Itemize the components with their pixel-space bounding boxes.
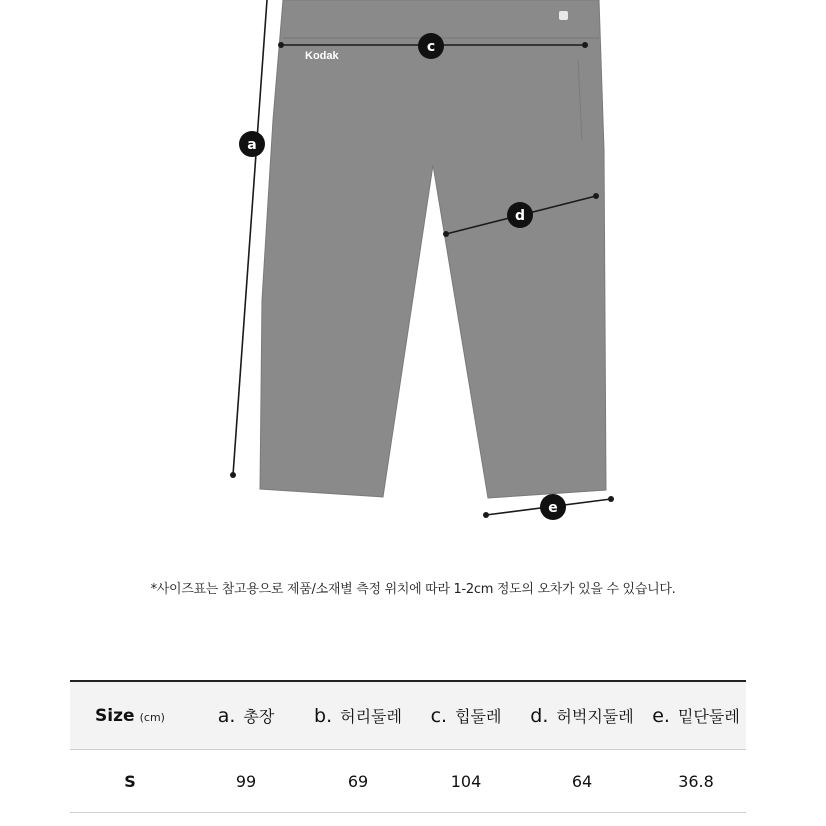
- header-letter: a.: [217, 705, 236, 727]
- label-e-text: e: [548, 500, 558, 516]
- header-letter: c.: [430, 705, 448, 727]
- cell-waist: 69: [302, 750, 414, 813]
- header-col-a: [190, 681, 302, 750]
- header-col-b: [302, 681, 414, 750]
- header-letter: e.: [652, 705, 670, 727]
- pants-silhouette: [260, 0, 606, 498]
- brand-logo: Kodak: [305, 50, 339, 62]
- measure-e: [483, 494, 614, 520]
- header-unit-label: (cm): [139, 710, 165, 724]
- header-name: 허리둘레: [340, 707, 402, 726]
- table-row: [70, 750, 746, 813]
- header-size-label: Size: [95, 705, 135, 726]
- cell-thigh: 64: [518, 750, 646, 813]
- header-col-e: [646, 681, 746, 750]
- header-name: 밑단둘레: [677, 707, 740, 726]
- header-name: 힙둘레: [455, 707, 502, 726]
- header-col-d: [518, 681, 646, 750]
- label-d-text: d: [514, 208, 526, 224]
- header-letter: d.: [530, 705, 549, 727]
- cell-hem: 36.8: [646, 750, 746, 813]
- cell-total-length: 99: [190, 750, 302, 813]
- size-chart-table: [70, 680, 746, 813]
- table-header-row: [70, 681, 746, 750]
- header-letter: b.: [314, 705, 333, 727]
- label-a-text: a: [247, 137, 257, 153]
- header-size: [70, 681, 190, 750]
- header-name: 총장: [243, 707, 275, 726]
- cell-hip: 104: [414, 750, 518, 813]
- header-col-c: [414, 681, 518, 750]
- cell-size: S: [70, 750, 190, 813]
- label-c-text: c: [426, 39, 436, 55]
- header-name: 허벅지둘레: [556, 707, 634, 726]
- size-disclaimer-note: *사이즈표는 참고용으로 제품/소재별 측정 위치에 따라 1-2cm 정도의 오차가 있을 수 있습니다.: [150, 582, 676, 597]
- small-emblem-icon: [559, 11, 568, 20]
